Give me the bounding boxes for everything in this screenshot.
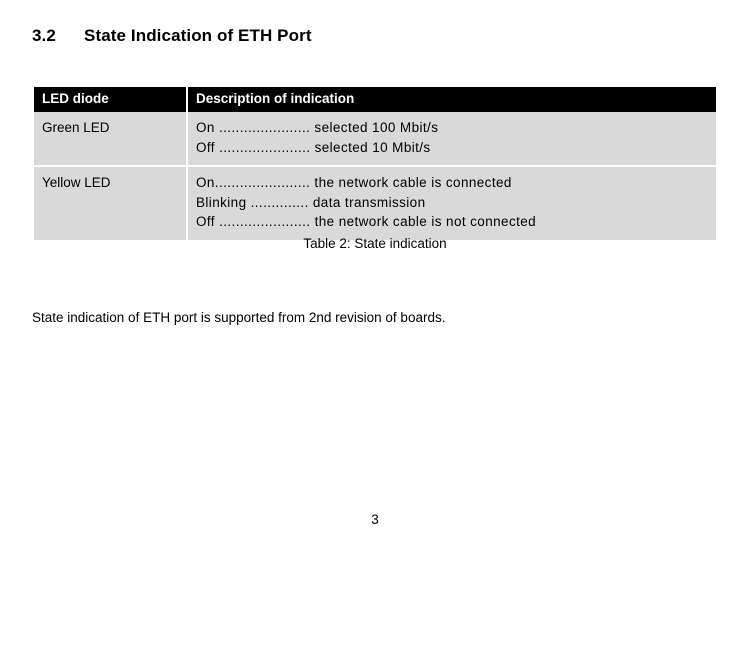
description-line: Blinking .............. data transmission [196, 194, 426, 210]
cell-led-yellow: Yellow LED [34, 166, 187, 240]
section-number: 3.2 [32, 26, 56, 45]
table-row [34, 112, 716, 166]
page-number: 3 [371, 512, 379, 527]
section-heading [32, 26, 312, 46]
body-paragraph: State indication of ETH port is supported from 2nd revision of boards. [32, 310, 446, 325]
cell-description-yellow [187, 166, 716, 240]
table-row [34, 166, 716, 240]
table-body [34, 112, 716, 240]
table-caption: Table 2: State indication [303, 236, 447, 251]
state-indication-table-container [34, 87, 716, 240]
table-head [34, 87, 716, 112]
cell-led-green: Green LED [34, 112, 187, 166]
description-line: Off ...................... selected 10 Mbit/s [196, 139, 431, 155]
state-indication-table [34, 87, 716, 240]
section-title: State Indication of ETH Port [84, 26, 312, 45]
cell-description-green [187, 112, 716, 166]
description-line: On ...................... selected 100 Mbit/s [196, 120, 439, 136]
table-header-row [34, 87, 716, 112]
description-line: On....................... the network cable is connected [196, 175, 512, 191]
column-header-description: Description of indication [187, 87, 716, 112]
description-line: Off ...................... the network cable is not connected [196, 214, 537, 230]
column-header-led-diode: LED diode [34, 87, 187, 112]
